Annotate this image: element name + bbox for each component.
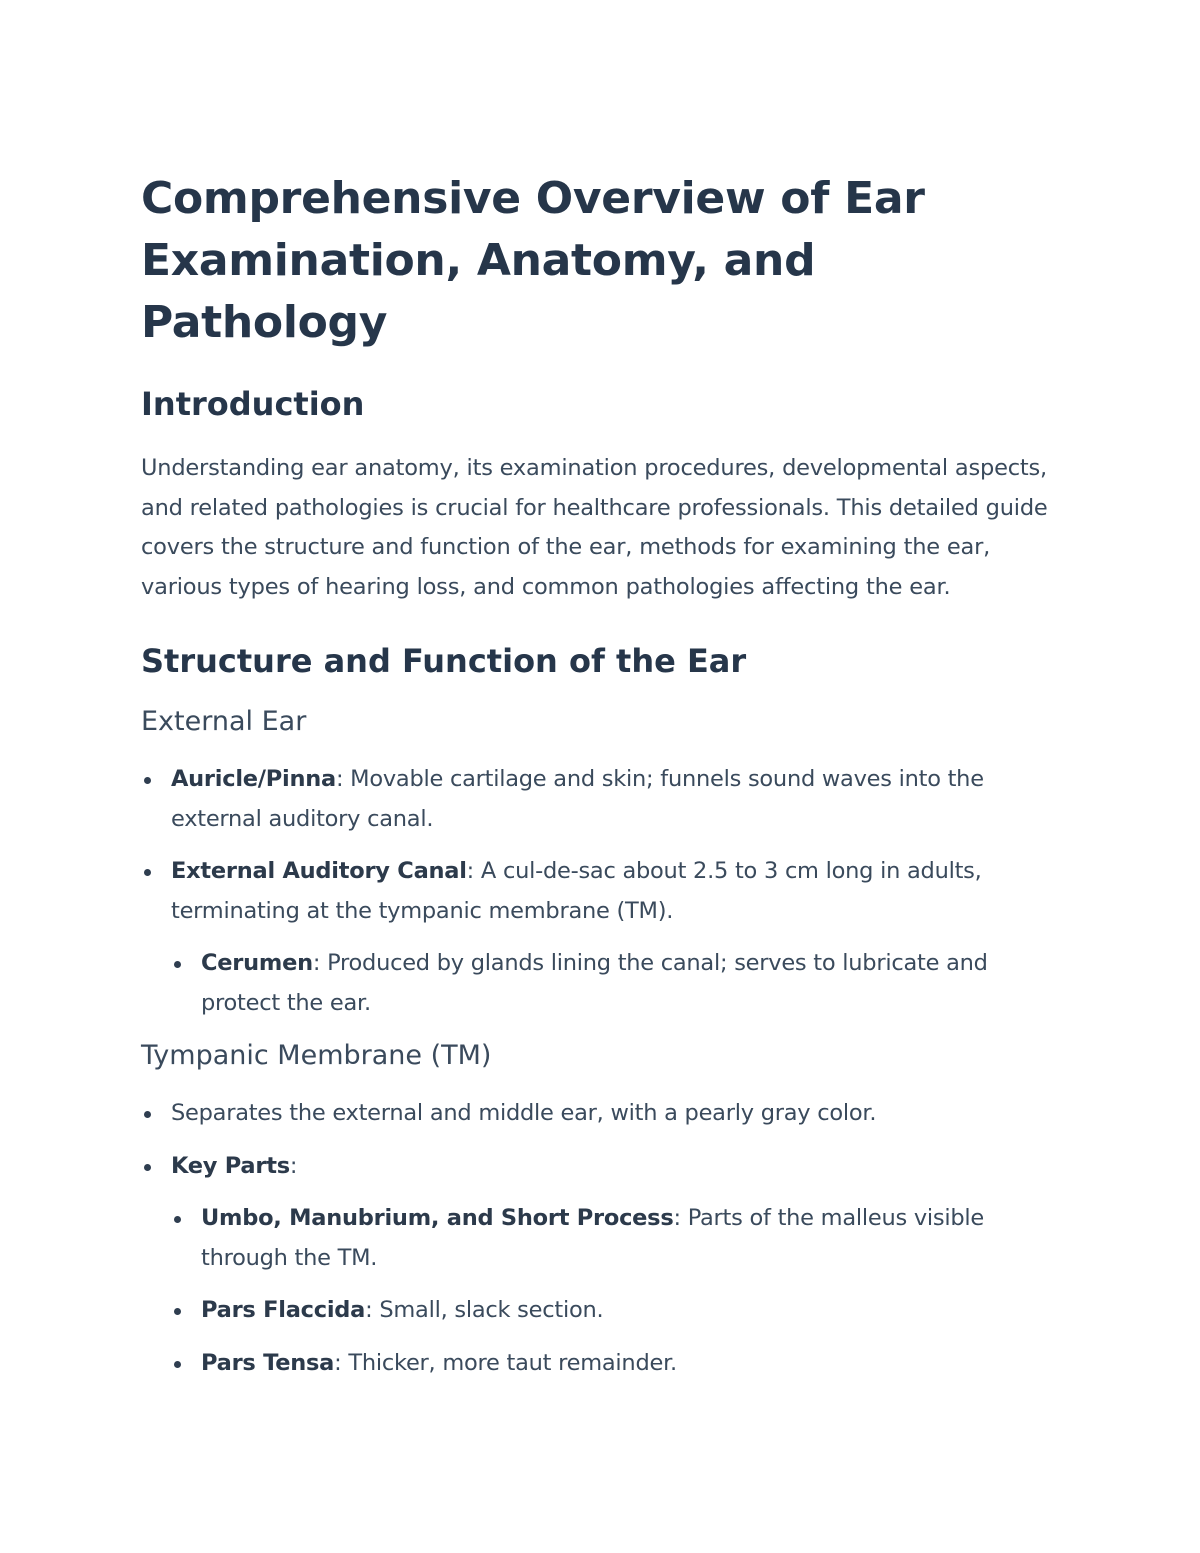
introduction-paragraph: Understanding ear anatomy, its examination procedures, developmental aspects, and related pathologies is crucial for healthcare professionals. This detailed guide covers the structure and function of the ear, methods for examining the ear, various types of hearing loss, and common pathologies affecting the ear. [141,455,1048,600]
document-title: Comprehensive Overview of Ear Examination, Anatomy, and Pathology [141,173,925,348]
text-separates: Separates the external and middle ear, with a pearly gray color. [171,1100,877,1126]
desc-pars-flaccida: : Small, slack section. [365,1297,604,1323]
bullet-icon [144,869,151,876]
list-item-cerumen [171,944,1061,1023]
canal-sublist [171,944,1061,1023]
term-cerumen: Cerumen [201,950,313,976]
bullet-icon [144,1111,151,1118]
desc-pars-tensa: : Thicker, more taut remainder. [334,1349,677,1376]
term-key-parts: Key Parts [171,1152,290,1179]
list-item-key-parts [141,1147,1061,1384]
bullet-icon [174,961,181,968]
list-item-pars-tensa [171,1344,1061,1384]
desc-external-auditory-canal: : A cul-de-sac about 2.5 to 3 cm long in adults, terminating at the tympanic membrane (TM). [171,858,982,924]
term-pars-flaccida: Pars Flaccida [201,1297,366,1323]
term-auricle: Auricle/Pinna [171,766,336,792]
desc-cerumen: : Produced by glands lining the canal; serves to lubricate and protect the ear. [201,950,988,1016]
external-ear-list [141,760,1061,1023]
introduction-heading: Introduction [141,385,365,423]
desc-key-parts: : [289,1152,298,1179]
desc-umbo: : Parts of the malleus visible through the TM. [201,1205,985,1271]
term-umbo: Umbo, Manubrium, and Short Process [201,1205,674,1231]
external-ear-heading: External Ear [141,706,307,737]
bullet-icon [144,777,151,784]
list-item-separates [141,1094,1061,1134]
key-parts-sublist [171,1199,1061,1383]
tympanic-membrane-heading: Tympanic Membrane (TM) [141,1040,492,1071]
term-external-auditory-canal: External Auditory Canal [171,858,467,884]
list-item-pars-flaccida [171,1291,1061,1331]
term-pars-tensa: Pars Tensa [201,1349,335,1376]
list-item-umbo [171,1199,1061,1278]
tympanic-membrane-list [141,1094,1061,1383]
bullet-icon [174,1216,181,1223]
structure-heading: Structure and Function of the Ear [141,642,747,680]
desc-auricle: : Movable cartilage and skin; funnels sound waves into the external auditory canal. [171,766,984,832]
list-item-auricle [141,760,1061,839]
bullet-icon [174,1361,181,1368]
document-page [141,168,1061,1396]
list-item-external-auditory-canal [141,852,1061,1023]
bullet-icon [174,1308,181,1315]
bullet-icon [144,1164,151,1171]
